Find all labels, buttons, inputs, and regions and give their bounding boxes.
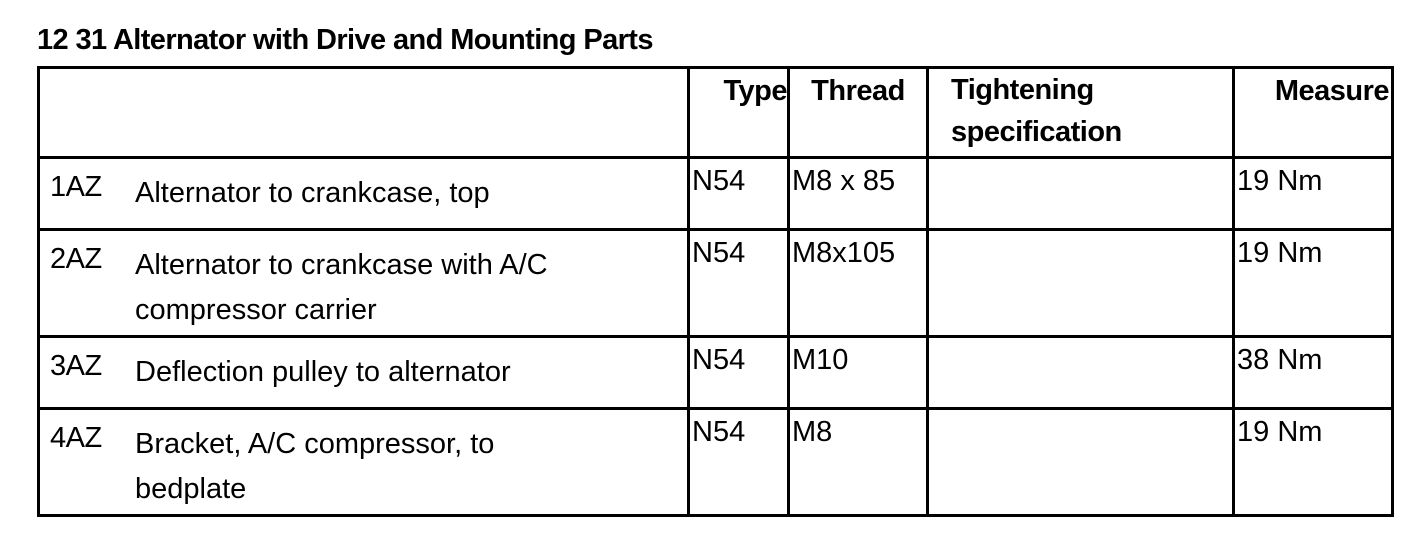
tightening-cell xyxy=(928,337,1234,409)
specification-table xyxy=(37,66,1394,517)
thread-cell: M10 xyxy=(789,337,928,409)
measure-cell: 19 Nm xyxy=(1234,230,1393,337)
description-line1: Alternator to crankcase with A/C xyxy=(135,249,548,281)
type-cell: N54 xyxy=(689,337,789,409)
thread-cell: M8x105 xyxy=(789,230,928,337)
header-tightening-line1: Tightening xyxy=(951,74,1094,106)
position-code: 2AZ xyxy=(50,243,102,275)
header-measure: Measure xyxy=(1234,68,1393,158)
header-type: Type xyxy=(689,68,789,158)
type-cell: N54 xyxy=(689,230,789,337)
table-header-row xyxy=(39,68,1393,158)
tightening-cell xyxy=(928,158,1234,230)
table-row xyxy=(39,337,1393,409)
header-thread: Thread xyxy=(789,68,928,158)
header-tightening-specification xyxy=(928,68,1234,158)
position-description: Alternator to crankcase, top xyxy=(135,177,490,209)
table-row xyxy=(39,158,1393,230)
position-cell xyxy=(39,409,689,516)
page-title: 12 31 Alternator with Drive and Mounting Parts xyxy=(37,24,653,56)
position-description: Deflection pulley to alternator xyxy=(135,356,511,388)
measure-cell: 19 Nm xyxy=(1234,409,1393,516)
position-code: 3AZ xyxy=(50,350,102,382)
description-line1: Bracket, A/C compressor, to xyxy=(135,428,495,460)
description-line2: compressor carrier xyxy=(135,294,377,326)
tightening-cell xyxy=(928,230,1234,337)
position-code: 4AZ xyxy=(50,422,102,454)
table-row xyxy=(39,230,1393,337)
header-tightening-line2: specification xyxy=(951,116,1122,148)
position-description xyxy=(135,416,685,512)
type-cell: N54 xyxy=(689,409,789,516)
tightening-cell xyxy=(928,409,1234,516)
header-description xyxy=(39,68,689,158)
description-line2: bedplate xyxy=(135,473,247,505)
position-cell xyxy=(39,337,689,409)
measure-cell: 19 Nm xyxy=(1234,158,1393,230)
position-description xyxy=(135,237,685,333)
position-cell xyxy=(39,158,689,230)
thread-cell: M8 xyxy=(789,409,928,516)
type-cell: N54 xyxy=(689,158,789,230)
table-row xyxy=(39,409,1393,516)
measure-cell: 38 Nm xyxy=(1234,337,1393,409)
position-code: 1AZ xyxy=(50,171,102,203)
thread-cell: M8 x 85 xyxy=(789,158,928,230)
position-cell xyxy=(39,230,689,337)
